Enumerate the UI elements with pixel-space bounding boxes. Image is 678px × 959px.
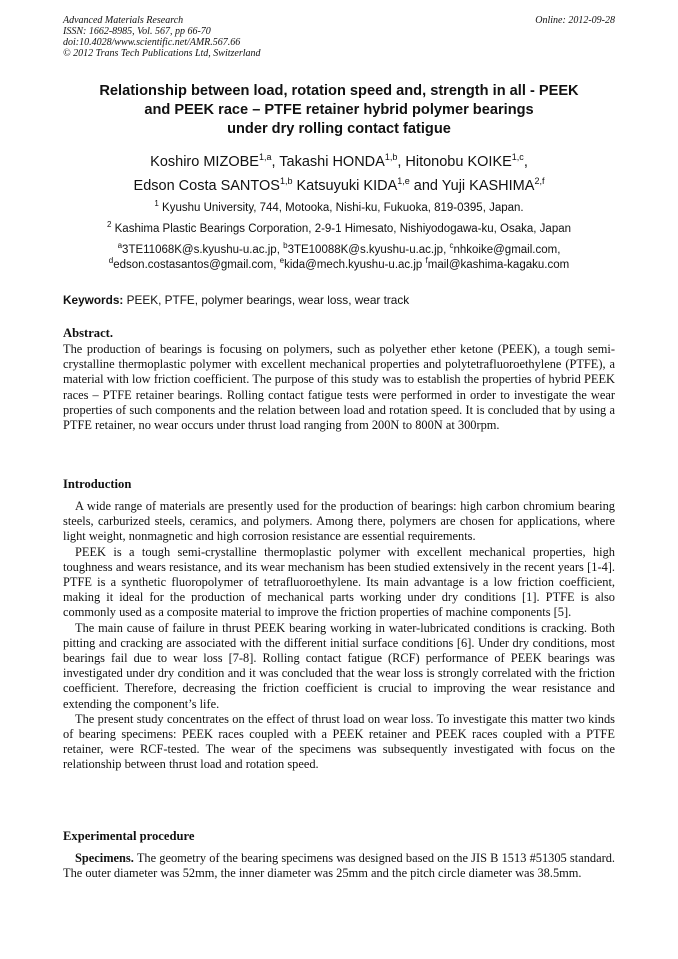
author-name: Hitonobu KOIKE xyxy=(405,154,512,170)
email-mark: e xyxy=(279,256,285,265)
author-name: Takashi HONDA xyxy=(279,154,385,170)
email-e[interactable]: kida@mech.kyushu-u.ac.jp xyxy=(284,259,423,271)
author-line-1: Koshiro MIZOBE$^{1,a}$, Takashi HONDA$^{1,b}$, Hitonobu KOIKE$^{1,c}$, xyxy=(150,152,528,170)
affiliation-number: 2 xyxy=(106,220,112,229)
email-b[interactable]: 3TE10088K@s.kyushu-u.ac.jp, xyxy=(287,244,447,256)
author-affil-mark: 1,c xyxy=(511,152,524,162)
issn-line: ISSN: 1662-8985, Vol. 567, pp 66-70 xyxy=(63,26,211,37)
author-affil-mark: 1,b xyxy=(279,176,293,186)
author-line-2 xyxy=(63,174,615,198)
title-line-2: and PEEK race – PTFE retainer hybrid polymer bearings xyxy=(144,102,534,118)
author-name: Koshiro MIZOBE xyxy=(150,154,259,170)
author-affil-mark: 1,e xyxy=(397,176,410,186)
online-date: Online: 2012-09-28 xyxy=(535,15,615,26)
introduction-heading: Introduction xyxy=(63,477,132,491)
email-mark: a xyxy=(117,241,123,250)
doi-line: doi:10.4028/www.scientific.net/AMR.567.66 xyxy=(63,37,241,48)
copyright-line: © 2012 Trans Tech Publications Ltd, Switzerland xyxy=(63,48,261,59)
affiliation-text: Kashima Plastic Bearings Corporation, 2-9-1 Himesato, Nishiyodogawa-ku, Osaka, Japan xyxy=(114,223,572,235)
abstract-text: The production of bearings is focusing on polymers, such as polyether ether ketone (PEEK), a tough semi-crystalline thermoplastic polymer with excellent mechanical properties and polytetrafluoroethylene (PTFE), a material with low friction coefficient. The purpose of this study was to establish the properties of hybrid PEEK races – PTFE retainer bearings. Rolling contact fatigue tests were performed in order to investigate the wear properties of such components and the relation between load and rotation speed. It is concluded that by using a PTFE retainer, no wear occurs under thrust load ranging from 200N to 800N at 300rpm. xyxy=(63,342,615,433)
intro-paragraph-1: A wide range of materials are presently used for the production of bearings: high carbon chromium bearing steels, carburized steels, ceramics, and polymers. Among there, polymers are chosen for applications, where light weight, nonmagnetic and high corrosion resistance are essential requirements. xyxy=(63,499,615,544)
author-name: and Yuji KASHIMA xyxy=(413,178,535,194)
title-line-1: Relationship between load, rotation speed and, strength in all - PEEK xyxy=(99,83,579,99)
intro-paragraph-3: The main cause of failure in thrust PEEK bearing working in water-lubricated conditions is cracking. Both pitting and cracking are associated with the different initial surface conditions [6]. Under dry conditions, most bearings fail due to wear loss [7-8]. Rolling contact fatigue (RCF) performance of PEEK bearings was investigated under dry condition and it was concluded that the wear loss is strongly correlated with the friction coefficient. Therefore, decreasing the friction coefficient is crucial to improving the wear resistance and extending the component’s life. xyxy=(63,620,615,711)
paper-title xyxy=(63,82,615,139)
experimental-body xyxy=(63,851,615,881)
journal-header xyxy=(63,15,615,59)
specimens-text: The geometry of the bearing specimens was designed based on the JIS B 1513 #51305 standard. The outer diameter was 52mm, the inner diameter was 25mm and the pitch circle diameter was 38.5mm. xyxy=(63,851,616,881)
specimens-label: Specimens. xyxy=(75,851,134,865)
email-c[interactable]: nhkoike@gmail.com, xyxy=(453,244,561,256)
email-f[interactable]: mail@kashima-kagaku.com xyxy=(427,259,570,271)
affiliation-1 xyxy=(63,201,615,215)
email-d[interactable]: edson.costasantos@gmail.com, xyxy=(113,259,277,271)
intro-paragraph-2: PEEK is a tough semi-crystalline thermoplastic polymer with excellent mechanical properties, high toughness and wears resistance, and its wear mechanism has been studied extensively in the recent years [1-4]. PTFE is a synthetic fluoropolymer of tetrafluoroethylene. Its main advantage is a low friction coefficient, making it ideal for the production of mechanical parts working under dry conditions [1]. PTFE is also commonly used as a composite material to improve the friction properties of machine components [5]. xyxy=(63,544,615,620)
email-line-2 xyxy=(63,258,615,273)
journal-name: Advanced Materials Research xyxy=(63,15,184,26)
experimental-heading: Experimental procedure xyxy=(63,829,195,843)
email-line-1 xyxy=(63,243,615,258)
affiliation-2 xyxy=(63,222,615,236)
title-line-3: under dry rolling contact fatigue xyxy=(227,121,451,137)
author-name: Katsuyuki KIDA xyxy=(296,178,398,194)
email-mark: d xyxy=(108,256,114,265)
abstract-body xyxy=(63,342,615,433)
email-a[interactable]: 3TE11068K@s.kyushu-u.ac.jp, xyxy=(122,244,280,256)
intro-paragraph-4: The present study concentrates on the effect of thrust load on wear loss. To investigate this matter two kinds of bearing specimens: PEEK races coupled with a PEEK retainer and PEEK races coupled with a PTFE retainer, were RCF-tested. The wear of the specimens was subsequently investigated with focus on the relationship between thrust load and rotation speed. xyxy=(63,711,615,772)
author-name: Edson Costa SANTOS xyxy=(133,178,280,194)
email-mark: c xyxy=(449,241,454,250)
introduction-body xyxy=(63,499,615,773)
keywords xyxy=(63,293,615,308)
email-mark: f xyxy=(425,256,428,265)
specimens-paragraph xyxy=(63,851,615,881)
author-list xyxy=(63,150,615,198)
email-mark: b xyxy=(283,241,288,250)
affiliation-number: 1 xyxy=(154,199,159,208)
keywords-text: PEEK, PTFE, polymer bearings, wear loss, wear track xyxy=(126,293,410,307)
affiliation-text: Kyushu University, 744, Motooka, Nishi-ku, Fukuoka, 819-0395, Japan. xyxy=(162,202,524,214)
author-affil-mark: 1,a xyxy=(258,152,272,162)
author-affil-mark: 1,b xyxy=(384,152,398,162)
keywords-label: Keywords: xyxy=(63,293,124,307)
email-list xyxy=(63,243,615,273)
author-affil-mark: 2,f xyxy=(534,176,545,186)
abstract-heading: Abstract. xyxy=(63,326,114,340)
